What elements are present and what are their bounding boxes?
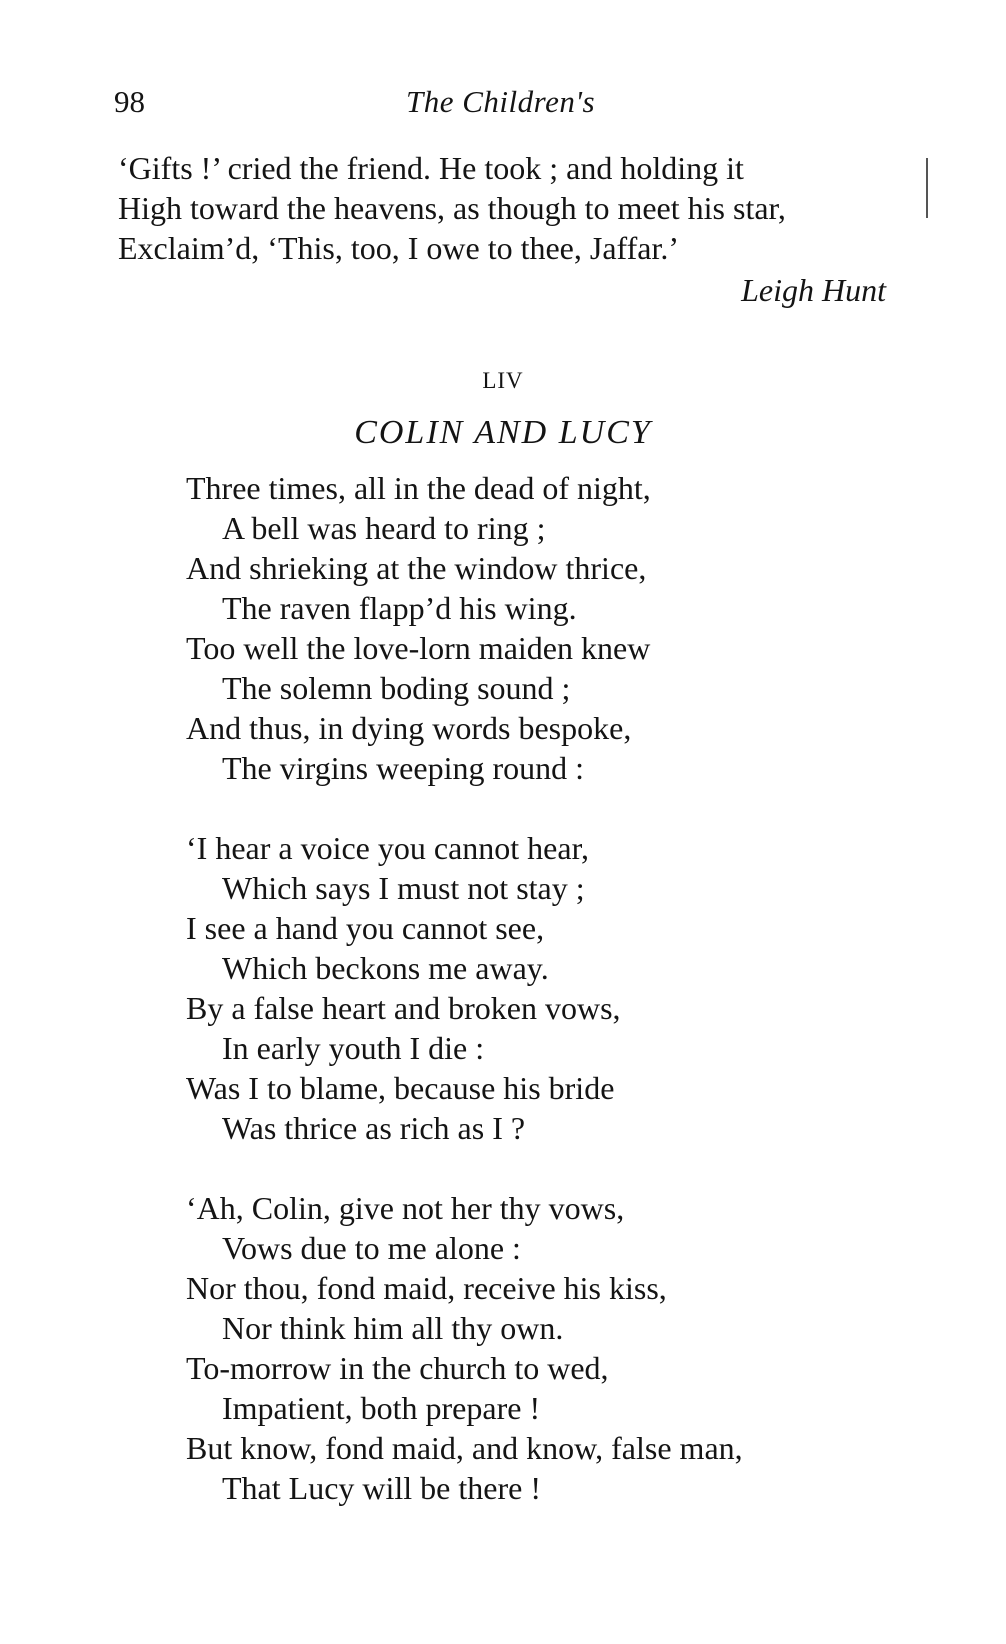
poem-number: LIV <box>482 368 524 393</box>
verse-line: But know, fond maid, and know, false man, <box>186 1430 743 1466</box>
verse-line: Impatient, both prepare ! <box>222 1390 541 1426</box>
stanza-2 <box>186 828 906 1148</box>
verse-line: And shrieking at the window thrice, <box>186 550 647 586</box>
stanza-1 <box>186 468 906 788</box>
verse-line: Nor think him all thy own. <box>222 1310 564 1346</box>
verse-line: Three times, all in the dead of night, <box>186 470 651 506</box>
page-number: 98 <box>114 84 145 119</box>
verse-line: I see a hand you cannot see, <box>186 910 545 946</box>
verse-line: Exclaim’d, ‘This, too, I owe to thee, Jaffar.’ <box>118 230 680 266</box>
verse-line: Was thrice as rich as I ? <box>222 1110 526 1146</box>
verse-line: The solemn boding sound ; <box>222 670 571 706</box>
margin-mark <box>926 158 928 218</box>
verse-line: By a false heart and broken vows, <box>186 990 621 1026</box>
stanza-3 <box>186 1188 906 1508</box>
verse-line: High toward the heavens, as though to meet his star, <box>118 190 786 226</box>
verse-line: In early youth I die : <box>222 1030 485 1066</box>
running-title: The Children's <box>406 84 596 119</box>
previous-poem-ending <box>118 148 898 308</box>
verse-line: To-morrow in the church to wed, <box>186 1350 609 1386</box>
verse-line: The virgins weeping round : <box>222 750 585 786</box>
verse-line: That Lucy will be there ! <box>222 1470 541 1506</box>
verse-line: Vows due to me alone : <box>222 1230 521 1266</box>
poem-title: COLIN AND LUCY <box>354 414 652 451</box>
verse-line: Which beckons me away. <box>222 950 549 986</box>
author-attribution: Leigh Hunt <box>741 272 886 308</box>
verse-line: ‘Ah, Colin, give not her thy vows, <box>186 1190 625 1226</box>
verse-line: The raven flapp’d his wing. <box>222 590 577 626</box>
verse-line: ‘I hear a voice you cannot hear, <box>186 830 589 866</box>
verse-line: Which says I must not stay ; <box>222 870 585 906</box>
verse-line: Too well the love-lorn maiden knew <box>186 630 651 666</box>
verse-line: ‘Gifts !’ cried the friend. He took ; and holding it <box>118 150 744 186</box>
verse-line: And thus, in dying words bespoke, <box>186 710 632 746</box>
verse-line: Was I to blame, because his bride <box>186 1070 615 1106</box>
verse-line: A bell was heard to ring ; <box>222 510 546 546</box>
verse-line: Nor thou, fond maid, receive his kiss, <box>186 1270 667 1306</box>
